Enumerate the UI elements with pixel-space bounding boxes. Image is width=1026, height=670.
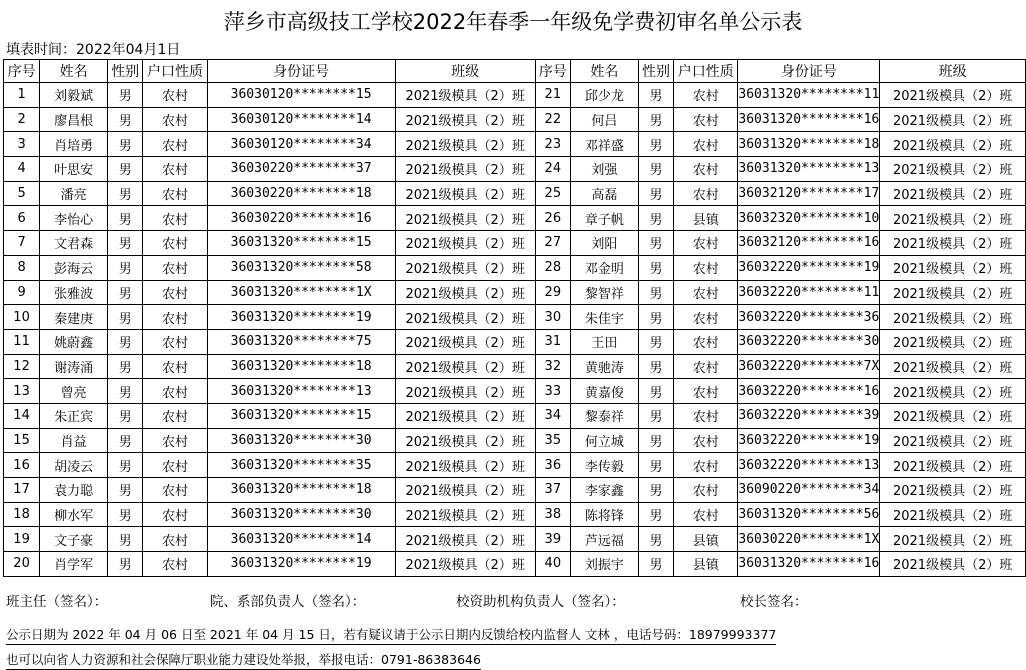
class-cell: 2021级模具（2）班 [395,107,535,132]
gender-cell: 男 [638,453,673,478]
id-cell: 36030220********37 [207,157,395,182]
col-header: 性别 [638,60,673,83]
table-row [4,305,1026,330]
class-cell: 2021级模具（2）班 [395,132,535,157]
roster-table [3,59,1026,577]
id-cell: 36030120********34 [207,132,395,157]
seq-cell: 26 [535,206,570,231]
id-cell: 36030120********15 [207,83,395,108]
hukou-cell: 农村 [674,255,738,280]
col-header: 姓名 [40,60,108,83]
id-cell: 36031320********18 [738,132,880,157]
id-cell: 36032220********11 [738,280,880,305]
name-cell: 章子帆 [571,206,639,231]
hukou-cell: 农村 [674,329,738,354]
gender-cell: 男 [108,379,143,404]
seq-cell: 37 [535,478,570,503]
hukou-cell: 农村 [143,231,207,256]
seq-cell: 15 [4,428,40,453]
seq-cell: 3 [4,132,40,157]
hukou-cell: 农村 [143,379,207,404]
id-cell: 36032220********19 [738,255,880,280]
gender-cell: 男 [108,132,143,157]
seq-cell: 33 [535,379,570,404]
col-header: 序号 [4,60,40,83]
id-cell: 36031320********16 [738,552,880,577]
hukou-cell: 农村 [674,107,738,132]
table-row [4,478,1026,503]
class-cell: 2021级模具（2）班 [395,453,535,478]
gender-cell: 男 [638,379,673,404]
table-row [4,502,1026,527]
class-cell: 2021级模具（2）班 [395,181,535,206]
gender-cell: 男 [638,206,673,231]
class-cell: 2021级模具（2）班 [880,255,1026,280]
seq-cell: 5 [4,181,40,206]
notice-line-1: 公示日期为 2022 年 04 月 06 日至 2021 年 04 月 15 日，若有疑议请于公示日期内反馈给校内监督人 文林 ，电话号码：18979993377 [6,625,776,645]
class-cell: 2021级模具（2）班 [880,206,1026,231]
name-cell: 高磊 [571,181,639,206]
class-cell: 2021级模具（2）班 [880,83,1026,108]
name-cell: 刘强 [571,157,639,182]
gender-cell: 男 [638,428,673,453]
name-cell: 谢涛涌 [40,354,108,379]
hukou-cell: 农村 [143,157,207,182]
id-cell: 36031320********16 [738,107,880,132]
gender-cell: 男 [108,255,143,280]
gender-cell: 男 [638,403,673,428]
col-header: 身份证号 [738,60,880,83]
id-cell: 36031320********14 [207,527,395,552]
name-cell: 肖学军 [40,552,108,577]
name-cell: 潘亮 [40,181,108,206]
gender-cell: 男 [108,329,143,354]
name-cell: 肖培勇 [40,132,108,157]
gender-cell: 男 [638,132,673,157]
hukou-cell: 农村 [143,132,207,157]
class-cell: 2021级模具（2）班 [880,354,1026,379]
table-row [4,453,1026,478]
id-cell: 36031320********1X [207,280,395,305]
class-cell: 2021级模具（2）班 [880,181,1026,206]
notice-line-2: 也可以向省人力资源和社会保障厅职业能力建设处举报，举报电话：0791-86383646 [6,650,481,670]
id-cell: 36031320********30 [207,502,395,527]
class-cell: 2021级模具（2）班 [395,280,535,305]
gender-cell: 男 [638,157,673,182]
col-header: 性别 [108,60,143,83]
hukou-cell: 农村 [143,107,207,132]
hukou-cell: 农村 [674,83,738,108]
seq-cell: 38 [535,502,570,527]
class-cell: 2021级模具（2）班 [395,428,535,453]
class-cell: 2021级模具（2）班 [880,403,1026,428]
name-cell: 何立城 [571,428,639,453]
name-cell: 胡凌云 [40,453,108,478]
hukou-cell: 农村 [674,354,738,379]
page-title: 萍乡市高级技工学校2022年春季一年级免学费初审名单公示表 [223,10,803,34]
seq-cell: 21 [535,83,570,108]
col-header: 班级 [880,60,1026,83]
gender-cell: 男 [108,354,143,379]
class-cell: 2021级模具（2）班 [880,379,1026,404]
seq-cell: 35 [535,428,570,453]
table-row [4,231,1026,256]
seq-cell: 14 [4,403,40,428]
aid-head-signature: 校资助机构负责人（签名）： [456,594,625,610]
principal-signature: 校长签名： [740,594,808,610]
hukou-cell: 农村 [674,403,738,428]
col-header: 身份证号 [207,60,395,83]
table-row [4,527,1026,552]
name-cell: 刘毅斌 [40,83,108,108]
gender-cell: 男 [638,329,673,354]
id-cell: 36032220********30 [738,329,880,354]
seq-cell: 8 [4,255,40,280]
id-cell: 36031320********56 [738,502,880,527]
gender-cell: 男 [108,231,143,256]
seq-cell: 6 [4,206,40,231]
class-cell: 2021级模具（2）班 [395,255,535,280]
seq-cell: 22 [535,107,570,132]
class-cell: 2021级模具（2）班 [395,552,535,577]
col-header: 户口性质 [674,60,738,83]
seq-cell: 31 [535,329,570,354]
hukou-cell: 农村 [143,305,207,330]
table-row [4,107,1026,132]
dept-head-signature: 院、系部负责人（签名）： [210,594,366,610]
class-cell: 2021级模具（2）班 [880,157,1026,182]
table-row [4,157,1026,182]
id-cell: 36032220********19 [738,428,880,453]
id-cell: 36031320********11 [738,83,880,108]
class-cell: 2021级模具（2）班 [880,478,1026,503]
name-cell: 文君森 [40,231,108,256]
id-cell: 36031320********15 [207,403,395,428]
gender-cell: 男 [108,428,143,453]
table-row [4,132,1026,157]
class-cell: 2021级模具（2）班 [880,107,1026,132]
table-row [4,255,1026,280]
id-cell: 36032220********13 [738,453,880,478]
hukou-cell: 农村 [674,231,738,256]
hukou-cell: 农村 [674,132,738,157]
seq-cell: 34 [535,403,570,428]
name-cell: 柳水军 [40,502,108,527]
id-cell: 36031320********35 [207,453,395,478]
seq-cell: 10 [4,305,40,330]
hukou-cell: 农村 [674,379,738,404]
seq-cell: 27 [535,231,570,256]
id-cell: 36031320********75 [207,329,395,354]
name-cell: 何吕 [571,107,639,132]
gender-cell: 男 [638,502,673,527]
gender-cell: 男 [108,403,143,428]
table-row [4,552,1026,577]
seq-cell: 12 [4,354,40,379]
gender-cell: 男 [108,107,143,132]
class-cell: 2021级模具（2）班 [395,206,535,231]
hukou-cell: 农村 [143,453,207,478]
id-cell: 36032220********39 [738,403,880,428]
name-cell: 邓祥盛 [571,132,639,157]
name-cell: 黄嘉俊 [571,379,639,404]
hukou-cell: 农村 [143,478,207,503]
id-cell: 36032220********16 [738,379,880,404]
id-cell: 36032120********16 [738,231,880,256]
hukou-cell: 农村 [674,305,738,330]
seq-cell: 1 [4,83,40,108]
gender-cell: 男 [108,502,143,527]
name-cell: 李怡心 [40,206,108,231]
seq-cell: 20 [4,552,40,577]
hukou-cell: 农村 [674,181,738,206]
class-cell: 2021级模具（2）班 [880,428,1026,453]
seq-cell: 9 [4,280,40,305]
gender-cell: 男 [108,478,143,503]
id-cell: 36031320********18 [207,478,395,503]
class-cell: 2021级模具（2）班 [880,502,1026,527]
gender-cell: 男 [638,83,673,108]
col-header: 户口性质 [143,60,207,83]
name-cell: 黎智祥 [571,280,639,305]
name-cell: 邱少龙 [571,83,639,108]
hukou-cell: 农村 [143,527,207,552]
seq-cell: 24 [535,157,570,182]
name-cell: 张雅波 [40,280,108,305]
class-cell: 2021级模具（2）班 [395,403,535,428]
class-cell: 2021级模具（2）班 [880,305,1026,330]
id-cell: 36031320********58 [207,255,395,280]
gender-cell: 男 [108,206,143,231]
class-cell: 2021级模具（2）班 [880,527,1026,552]
table-row [4,428,1026,453]
table-row [4,329,1026,354]
hukou-cell: 农村 [674,502,738,527]
gender-cell: 男 [108,552,143,577]
table-row [4,379,1026,404]
class-cell: 2021级模具（2）班 [395,329,535,354]
class-cell: 2021级模具（2）班 [880,552,1026,577]
class-cell: 2021级模具（2）班 [880,453,1026,478]
id-cell: 36031320********15 [207,231,395,256]
gender-cell: 男 [108,157,143,182]
hukou-cell: 农村 [143,354,207,379]
name-cell: 王田 [571,329,639,354]
gender-cell: 男 [108,527,143,552]
seq-cell: 13 [4,379,40,404]
gender-cell: 男 [108,305,143,330]
class-cell: 2021级模具（2）班 [395,83,535,108]
hukou-cell: 农村 [143,181,207,206]
class-cell: 2021级模具（2）班 [395,527,535,552]
name-cell: 朱佳宇 [571,305,639,330]
class-cell: 2021级模具（2）班 [395,478,535,503]
seq-cell: 17 [4,478,40,503]
id-cell: 36090220********34 [738,478,880,503]
seq-cell: 4 [4,157,40,182]
gender-cell: 男 [108,280,143,305]
hukou-cell: 农村 [674,157,738,182]
seq-cell: 30 [535,305,570,330]
hukou-cell: 农村 [143,428,207,453]
name-cell: 秦建庚 [40,305,108,330]
id-cell: 36031320********19 [207,305,395,330]
col-header: 姓名 [571,60,639,83]
name-cell: 芦远福 [571,527,639,552]
seq-cell: 36 [535,453,570,478]
table-row [4,403,1026,428]
hukou-cell: 县镇 [674,527,738,552]
name-cell: 曾亮 [40,379,108,404]
gender-cell: 男 [108,83,143,108]
name-cell: 叶思安 [40,157,108,182]
gender-cell: 男 [108,453,143,478]
class-cell: 2021级模具（2）班 [395,502,535,527]
id-cell: 36032120********17 [738,181,880,206]
name-cell: 廖昌根 [40,107,108,132]
table-row [4,181,1026,206]
roster-body [4,83,1026,577]
name-cell: 刘振宇 [571,552,639,577]
seq-cell: 32 [535,354,570,379]
seq-cell: 29 [535,280,570,305]
name-cell: 肖益 [40,428,108,453]
table-row [4,280,1026,305]
table-row [4,83,1026,108]
col-header: 班级 [395,60,535,83]
seq-cell: 11 [4,329,40,354]
gender-cell: 男 [638,231,673,256]
class-cell: 2021级模具（2）班 [880,280,1026,305]
id-cell: 36032220********36 [738,305,880,330]
id-cell: 36031320********30 [207,428,395,453]
id-cell: 36031320********13 [207,379,395,404]
class-cell: 2021级模具（2）班 [395,379,535,404]
gender-cell: 男 [638,255,673,280]
name-cell: 文子豪 [40,527,108,552]
class-cell: 2021级模具（2）班 [395,354,535,379]
id-cell: 36030220********16 [207,206,395,231]
class-teacher-signature: 班主任（签名）： [6,594,108,610]
hukou-cell: 县镇 [674,552,738,577]
id-cell: 36031320********13 [738,157,880,182]
seq-cell: 2 [4,107,40,132]
name-cell: 李传毅 [571,453,639,478]
name-cell: 黄驰涛 [571,354,639,379]
id-cell: 36032320********10 [738,206,880,231]
table-row [4,354,1026,379]
name-cell: 黎泰祥 [571,403,639,428]
name-cell: 袁力聪 [40,478,108,503]
hukou-cell: 农村 [143,329,207,354]
class-cell: 2021级模具（2）班 [880,132,1026,157]
seq-cell: 18 [4,502,40,527]
table-row [4,206,1026,231]
hukou-cell: 农村 [143,83,207,108]
class-cell: 2021级模具（2）班 [880,329,1026,354]
hukou-cell: 农村 [143,280,207,305]
hukou-cell: 农村 [674,453,738,478]
class-cell: 2021级模具（2）班 [880,231,1026,256]
hukou-cell: 农村 [143,403,207,428]
id-cell: 36031320********18 [207,354,395,379]
name-cell: 刘阳 [571,231,639,256]
gender-cell: 男 [108,181,143,206]
hukou-cell: 县镇 [674,206,738,231]
hukou-cell: 农村 [674,478,738,503]
id-cell: 36030220********1X [738,527,880,552]
seq-cell: 7 [4,231,40,256]
class-cell: 2021级模具（2）班 [395,231,535,256]
gender-cell: 男 [638,552,673,577]
hukou-cell: 农村 [674,280,738,305]
name-cell: 邓金明 [571,255,639,280]
id-cell: 36030220********18 [207,181,395,206]
hukou-cell: 农村 [143,206,207,231]
gender-cell: 男 [638,478,673,503]
seq-cell: 16 [4,453,40,478]
hukou-cell: 农村 [143,255,207,280]
id-cell: 36032220********7X [738,354,880,379]
hukou-cell: 农村 [143,552,207,577]
seq-cell: 25 [535,181,570,206]
name-cell: 李家鑫 [571,478,639,503]
hukou-cell: 农村 [674,428,738,453]
name-cell: 陈将锋 [571,502,639,527]
gender-cell: 男 [638,280,673,305]
gender-cell: 男 [638,354,673,379]
name-cell: 彭海云 [40,255,108,280]
id-cell: 36030120********14 [207,107,395,132]
seq-cell: 23 [535,132,570,157]
class-cell: 2021级模具（2）班 [395,157,535,182]
col-header: 序号 [535,60,570,83]
header-row [4,60,1026,83]
gender-cell: 男 [638,527,673,552]
gender-cell: 男 [638,107,673,132]
seq-cell: 39 [535,527,570,552]
gender-cell: 男 [638,181,673,206]
id-cell: 36031320********19 [207,552,395,577]
hukou-cell: 农村 [143,502,207,527]
fill-date: 填表时间：2022年04月1日 [6,42,181,58]
seq-cell: 19 [4,527,40,552]
name-cell: 姚蔚鑫 [40,329,108,354]
gender-cell: 男 [638,305,673,330]
class-cell: 2021级模具（2）班 [395,305,535,330]
seq-cell: 28 [535,255,570,280]
name-cell: 朱正宾 [40,403,108,428]
seq-cell: 40 [535,552,570,577]
